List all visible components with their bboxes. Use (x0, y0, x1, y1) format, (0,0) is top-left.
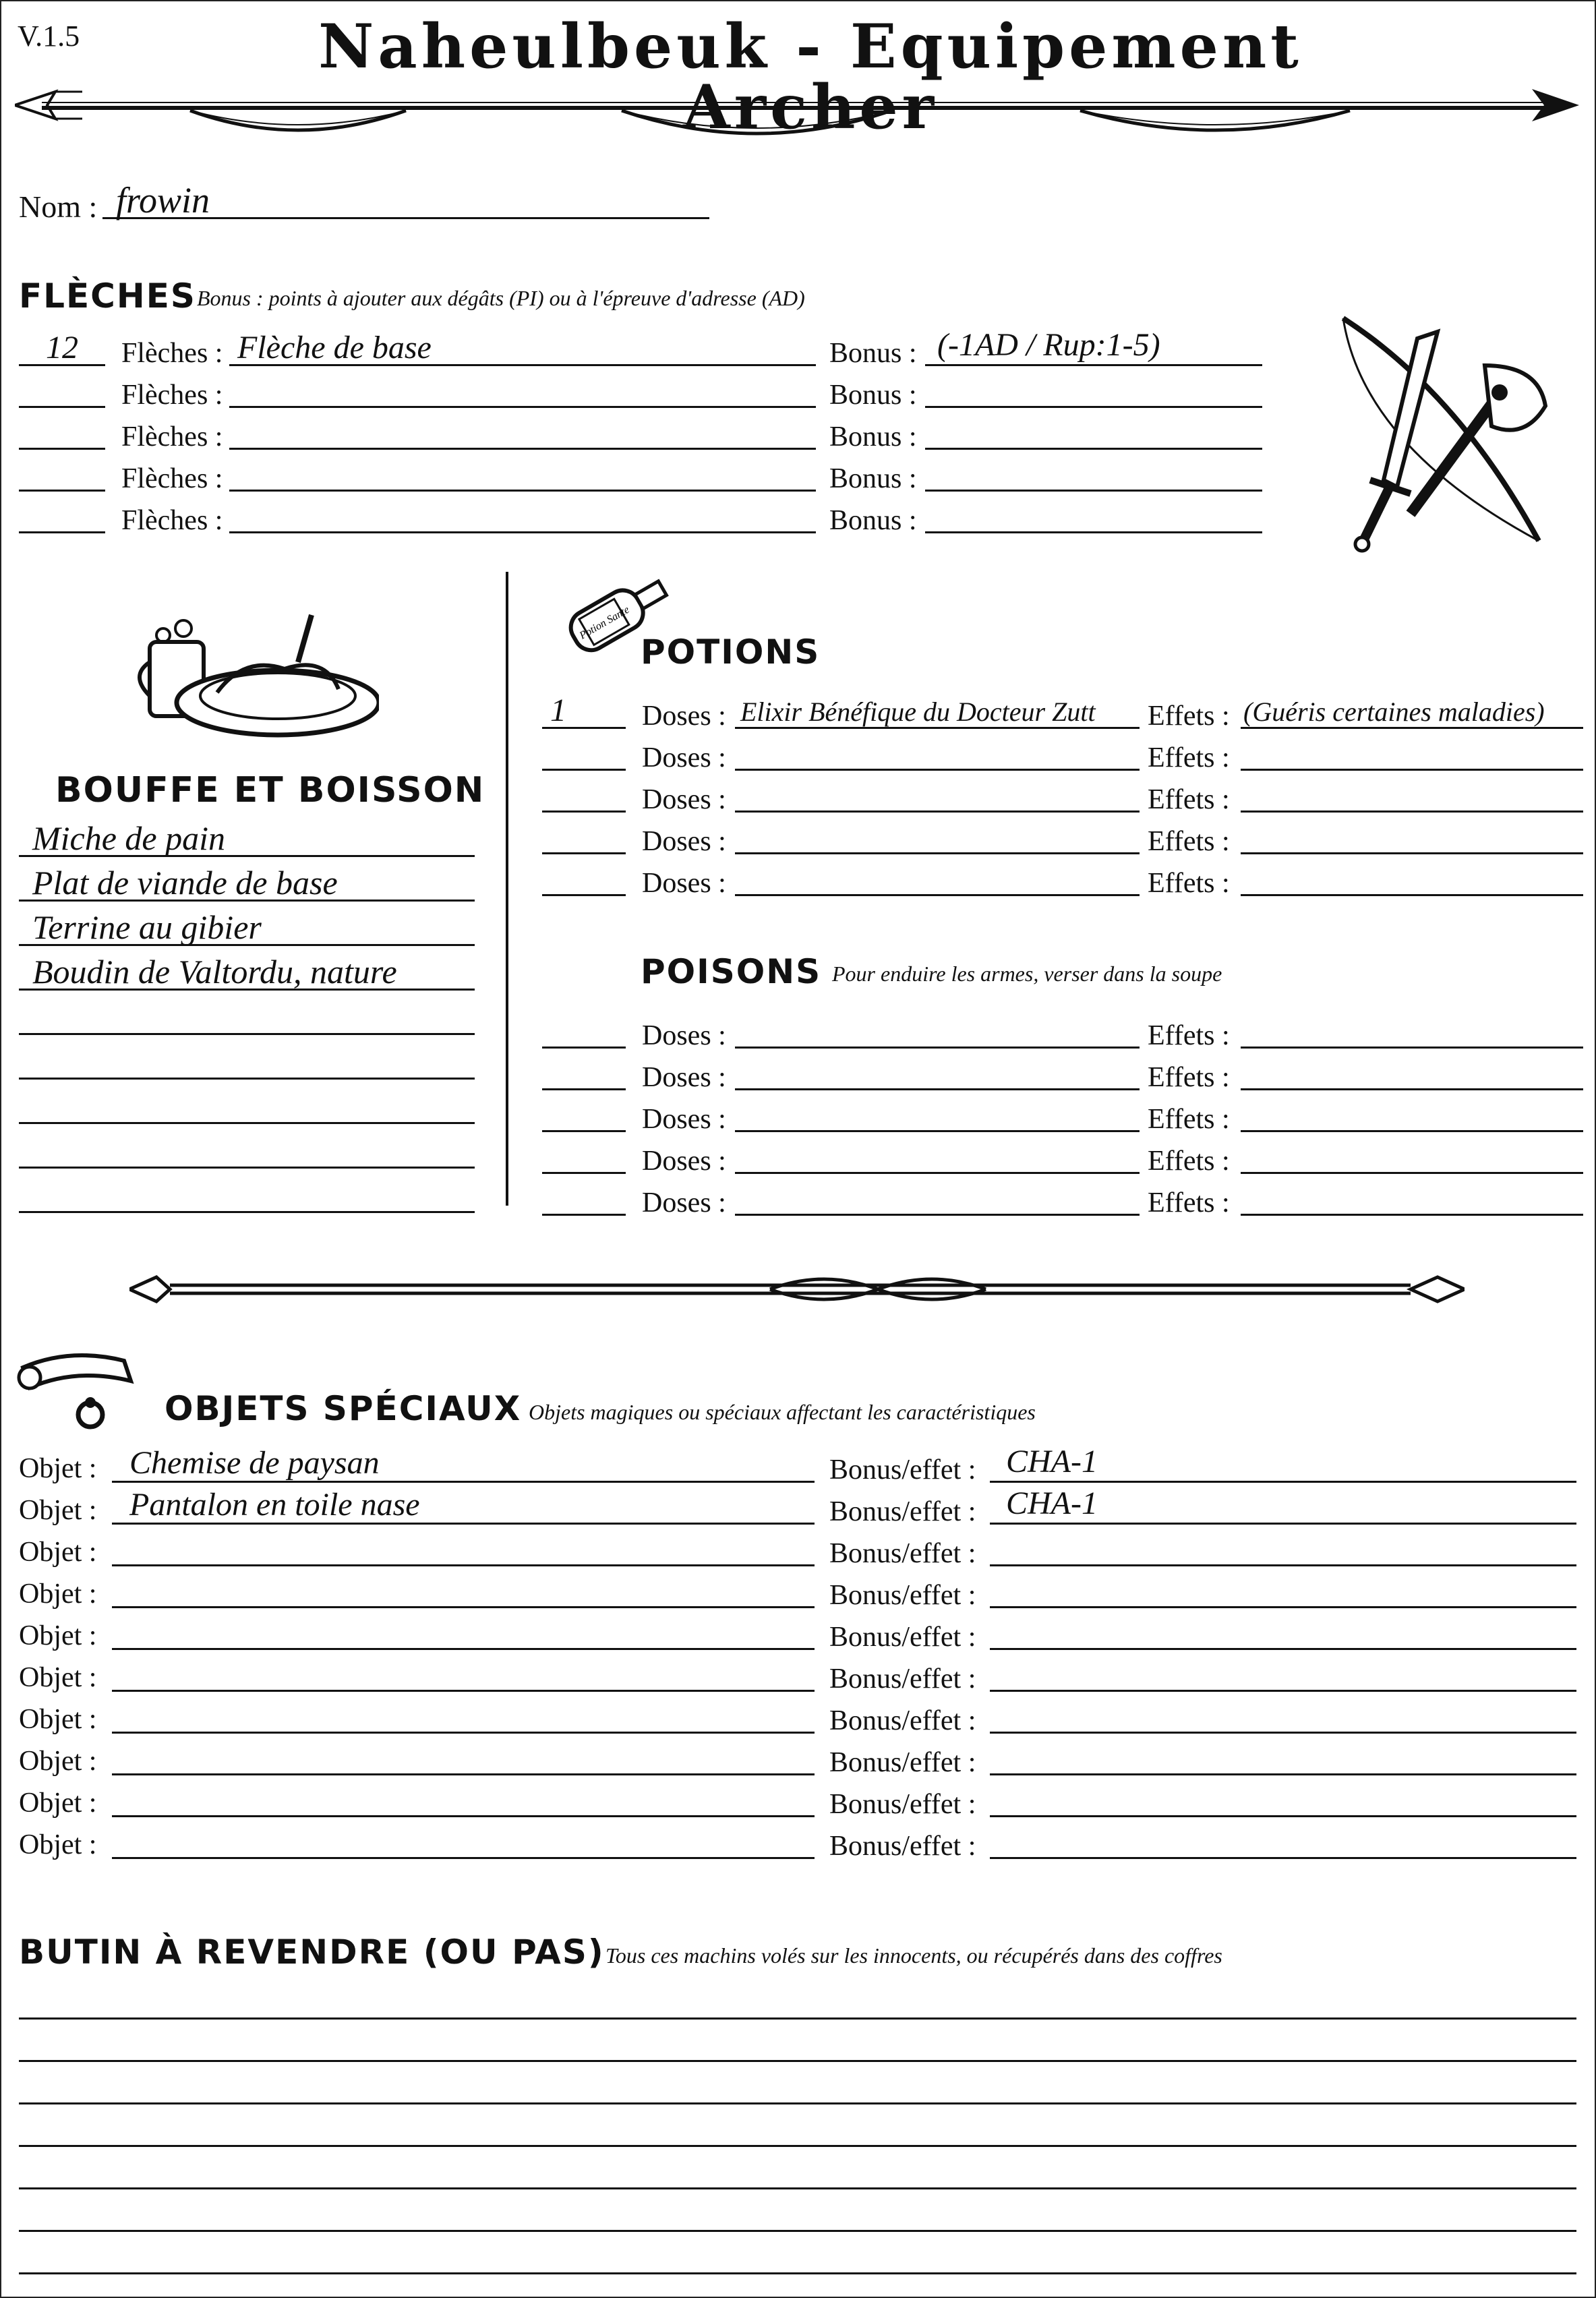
poisons-name-line (735, 1088, 1140, 1090)
object-line (112, 1564, 815, 1566)
potions-name-line (735, 852, 1140, 854)
page-title: Naheulbeuk - Equipement Archer (318, 11, 1303, 143)
arrow-type-label: Flèches : (121, 505, 223, 536)
version-label: V.1.5 (18, 20, 80, 53)
object-bonus-line (990, 1732, 1576, 1734)
poisons-effects-label: Effets : (1148, 1187, 1230, 1218)
poisons-effects-line (1241, 1172, 1583, 1174)
arrow-bonus-label: Bonus : (829, 421, 917, 452)
object-line (112, 1648, 815, 1650)
object-label: Objet : (19, 1662, 97, 1693)
arrow-bonus-label: Bonus : (829, 505, 917, 536)
arrows-note: Bonus : points à ajouter aux dégâts (PI) ou à l'épreuve d'adresse (AD) (197, 286, 805, 310)
object-label: Objet : (19, 1579, 97, 1610)
potions-name-line (735, 894, 1140, 896)
object-label: Objet : (19, 1495, 97, 1526)
arrows-section-title: FLÈCHES (19, 276, 196, 316)
object-label: Objet : (19, 1788, 97, 1819)
potions-name-line (735, 727, 1140, 729)
potions-name-line (735, 811, 1140, 813)
poisons-doses-line (542, 1130, 626, 1132)
special-object-row (1, 1780, 1595, 1822)
loot-row (1, 2069, 1595, 2111)
potions-row (514, 775, 1593, 817)
food-row (1, 905, 500, 947)
potions-doses-label: Doses : (642, 868, 726, 899)
object-field[interactable]: Pantalon en toile nase (129, 1487, 420, 1523)
loot-line (19, 2102, 1576, 2104)
arrow-bonus-field[interactable]: (-1AD / Rup:1-5) (937, 327, 1160, 363)
food-row (1, 816, 500, 858)
special-object-row (1, 1697, 1595, 1738)
poisons-doses-label: Doses : (642, 1146, 726, 1177)
loot-line (19, 2187, 1576, 2189)
scroll-ring-icon (16, 1340, 158, 1435)
object-line (112, 1773, 815, 1775)
potions-effects-label: Effets : (1148, 742, 1230, 773)
potions-doses-field[interactable]: 1 (550, 693, 566, 728)
poisons-section-title: POISONS (641, 952, 822, 991)
potions-effects-field[interactable]: (Guéris certaines maladies) (1243, 697, 1545, 727)
arrow-type-line (229, 490, 816, 492)
poisons-effects-label: Effets : (1148, 1146, 1230, 1177)
special-object-row (1, 1822, 1595, 1864)
potions-name-field[interactable]: Elixir Bénéfique du Docteur Zutt (740, 697, 1096, 727)
object-bonus-line (990, 1606, 1576, 1608)
food-row (1, 1038, 500, 1080)
arrow-row (1, 329, 1282, 371)
arrow-bonus-label: Bonus : (829, 463, 917, 494)
name-label: Nom : (19, 189, 98, 224)
object-bonus-field[interactable]: CHA-1 (1006, 1485, 1098, 1521)
object-bonus-line (990, 1690, 1576, 1692)
food-plate-icon (136, 601, 379, 743)
special-section-title: OBJETS SPÉCIAUX (165, 1389, 522, 1428)
food-list (1, 816, 500, 1220)
object-field[interactable]: Chemise de paysan (129, 1445, 380, 1481)
arrow-type-label: Flèches : (121, 463, 223, 494)
object-label: Objet : (19, 1829, 97, 1860)
potions-section-title: POTIONS (641, 632, 821, 672)
food-row (1, 994, 500, 1036)
column-divider (506, 572, 508, 1206)
loot-row (1, 2026, 1595, 2068)
special-object-row (1, 1571, 1595, 1613)
potions-doses-line (542, 852, 626, 854)
poisons-name-line (735, 1130, 1140, 1132)
special-objects-list (1, 1446, 1595, 1877)
food-row (1, 1127, 500, 1169)
object-line (112, 1523, 815, 1525)
food-item-field[interactable]: Miche de pain (32, 819, 226, 857)
loot-row (1, 2196, 1595, 2238)
loot-line (19, 2017, 1576, 2020)
poisons-doses-label: Doses : (642, 1020, 726, 1051)
potions-effects-label: Effets : (1148, 826, 1230, 857)
poisons-doses-line (542, 1088, 626, 1090)
poisons-doses-label: Doses : (642, 1062, 726, 1093)
poisons-row (514, 1137, 1593, 1179)
potions-doses-label: Doses : (642, 826, 726, 857)
food-item-field[interactable]: Plat de viande de base (32, 864, 338, 902)
food-line (19, 1033, 475, 1035)
arrow-qty-line (19, 448, 105, 450)
arrow-type-field[interactable]: Flèche de base (237, 330, 432, 365)
arrows-list (1, 329, 1282, 545)
poisons-effects-line (1241, 1214, 1583, 1216)
arrow-bonus-line (925, 364, 1262, 366)
arrow-qty-line (19, 406, 105, 408)
arrow-row (1, 413, 1282, 454)
poisons-doses-line (542, 1047, 626, 1049)
food-item-field[interactable]: Boudin de Valtordu, nature (32, 953, 397, 991)
special-object-row (1, 1655, 1595, 1697)
food-row (1, 1172, 500, 1214)
staff-divider-icon (129, 1262, 1465, 1316)
object-bonus-label: Bonus/effet : (829, 1663, 976, 1695)
arrow-type-line (229, 406, 816, 408)
object-bonus-label: Bonus/effet : (829, 1580, 976, 1611)
potions-effects-label: Effets : (1148, 784, 1230, 815)
special-note: Objets magiques ou spéciaux affectant les caractéristiques (529, 1400, 1036, 1424)
arrow-bonus-line (925, 490, 1262, 492)
potions-row (514, 859, 1593, 901)
special-object-row (1, 1446, 1595, 1487)
object-bonus-label: Bonus/effet : (829, 1831, 976, 1862)
arrow-bonus-label: Bonus : (829, 380, 917, 411)
potions-effects-line (1241, 727, 1583, 729)
object-line (112, 1857, 815, 1859)
poisons-effects-line (1241, 1130, 1583, 1132)
object-bonus-line (990, 1564, 1576, 1566)
special-object-row (1, 1487, 1595, 1529)
arrow-qty-field[interactable]: 12 (46, 330, 78, 365)
poisons-row (514, 1011, 1593, 1053)
object-bonus-line (990, 1815, 1576, 1817)
object-bonus-line (990, 1857, 1576, 1859)
object-bonus-line (990, 1648, 1576, 1650)
object-bonus-label: Bonus/effet : (829, 1496, 976, 1527)
poisons-doses-line (542, 1172, 626, 1174)
object-label: Objet : (19, 1453, 97, 1484)
arrow-type-line (229, 448, 816, 450)
food-line (19, 1078, 475, 1080)
object-line (112, 1606, 815, 1608)
poisons-row (514, 1053, 1593, 1095)
food-line (19, 1122, 475, 1124)
loot-row (1, 2239, 1595, 2280)
poisons-doses-line (542, 1214, 626, 1216)
arrow-divider-icon (15, 82, 1579, 156)
object-bonus-line (990, 1481, 1576, 1483)
potions-doses-line (542, 894, 626, 896)
potions-doses-line (542, 811, 626, 813)
loot-section-title: BUTIN À REVENDRE (OU PAS) (19, 1933, 605, 1972)
poisons-effects-line (1241, 1047, 1583, 1049)
object-bonus-label: Bonus/effet : (829, 1705, 976, 1736)
potions-row (514, 692, 1593, 734)
special-object-row (1, 1613, 1595, 1655)
arrow-qty-line (19, 531, 105, 533)
arrow-bonus-line (925, 531, 1262, 533)
poisons-doses-label: Doses : (642, 1187, 726, 1218)
arrow-row (1, 496, 1282, 538)
loot-row (1, 1984, 1595, 2026)
arrow-qty-line (19, 490, 105, 492)
crossed-weapons-icon (1323, 312, 1572, 554)
poisons-row (514, 1179, 1593, 1220)
special-object-row (1, 1529, 1595, 1571)
poisons-name-line (735, 1047, 1140, 1049)
potions-row (514, 817, 1593, 859)
loot-row (1, 2154, 1595, 2196)
object-bonus-label: Bonus/effet : (829, 1454, 976, 1485)
potions-row (514, 734, 1593, 775)
potions-effects-label: Effets : (1148, 868, 1230, 899)
arrow-bonus-line (925, 406, 1262, 408)
object-line (112, 1690, 815, 1692)
object-line (112, 1481, 815, 1483)
arrow-row (1, 454, 1282, 496)
potions-doses-label: Doses : (642, 784, 726, 815)
food-item-field[interactable]: Terrine au gibier (32, 908, 262, 946)
potions-effects-label: Effets : (1148, 701, 1230, 732)
object-bonus-label: Bonus/effet : (829, 1747, 976, 1778)
food-line (19, 1211, 475, 1213)
arrow-type-label: Flèches : (121, 380, 223, 411)
potions-effects-line (1241, 811, 1583, 813)
object-bonus-label: Bonus/effet : (829, 1538, 976, 1569)
object-bonus-line (990, 1523, 1576, 1525)
object-label: Objet : (19, 1704, 97, 1735)
food-section-title: BOUFFE ET BOISSON (55, 770, 485, 811)
object-label: Objet : (19, 1746, 97, 1777)
poisons-list (514, 1011, 1593, 1227)
poisons-note: Pour enduire les armes, verser dans la soupe (832, 962, 1222, 986)
name-field[interactable]: frowin (116, 180, 210, 220)
poisons-effects-line (1241, 1088, 1583, 1090)
potions-doses-line (542, 769, 626, 771)
potions-doses-label: Doses : (642, 701, 726, 732)
object-label: Objet : (19, 1537, 97, 1568)
poisons-doses-label: Doses : (642, 1104, 726, 1135)
loot-line (19, 2060, 1576, 2062)
object-bonus-field[interactable]: CHA-1 (1006, 1444, 1098, 1479)
loot-line (19, 2230, 1576, 2232)
food-line (19, 1167, 475, 1169)
food-row (1, 1083, 500, 1125)
potions-effects-line (1241, 894, 1583, 896)
poisons-effects-label: Effets : (1148, 1104, 1230, 1135)
potions-effects-line (1241, 852, 1583, 854)
loot-line (19, 2145, 1576, 2147)
object-label: Objet : (19, 1620, 97, 1651)
object-bonus-label: Bonus/effet : (829, 1789, 976, 1820)
svg-text:Potion Sante: Potion Sante (577, 603, 632, 642)
special-object-row (1, 1738, 1595, 1780)
potions-doses-label: Doses : (642, 742, 726, 773)
poisons-effects-label: Effets : (1148, 1062, 1230, 1093)
loot-row (1, 2111, 1595, 2153)
potions-name-line (735, 769, 1140, 771)
arrow-bonus-line (925, 448, 1262, 450)
loot-line (19, 2272, 1576, 2274)
arrow-row (1, 371, 1282, 413)
object-line (112, 1815, 815, 1817)
arrow-type-label: Flèches : (121, 338, 223, 369)
poisons-row (514, 1095, 1593, 1137)
poisons-name-line (735, 1214, 1140, 1216)
arrow-type-label: Flèches : (121, 421, 223, 452)
object-bonus-label: Bonus/effet : (829, 1622, 976, 1653)
object-bonus-line (990, 1773, 1576, 1775)
arrow-type-line (229, 531, 816, 533)
arrow-bonus-label: Bonus : (829, 338, 917, 369)
poisons-name-line (735, 1172, 1140, 1174)
potions-list (514, 692, 1593, 908)
object-line (112, 1732, 815, 1734)
poisons-effects-label: Effets : (1148, 1020, 1230, 1051)
loot-note: Tous ces machins volés sur les innocents, ou récupérés dans des coffres (605, 1943, 1222, 1968)
food-row (1, 860, 500, 902)
potions-effects-line (1241, 769, 1583, 771)
food-row (1, 949, 500, 991)
loot-list (1, 1984, 1595, 2294)
